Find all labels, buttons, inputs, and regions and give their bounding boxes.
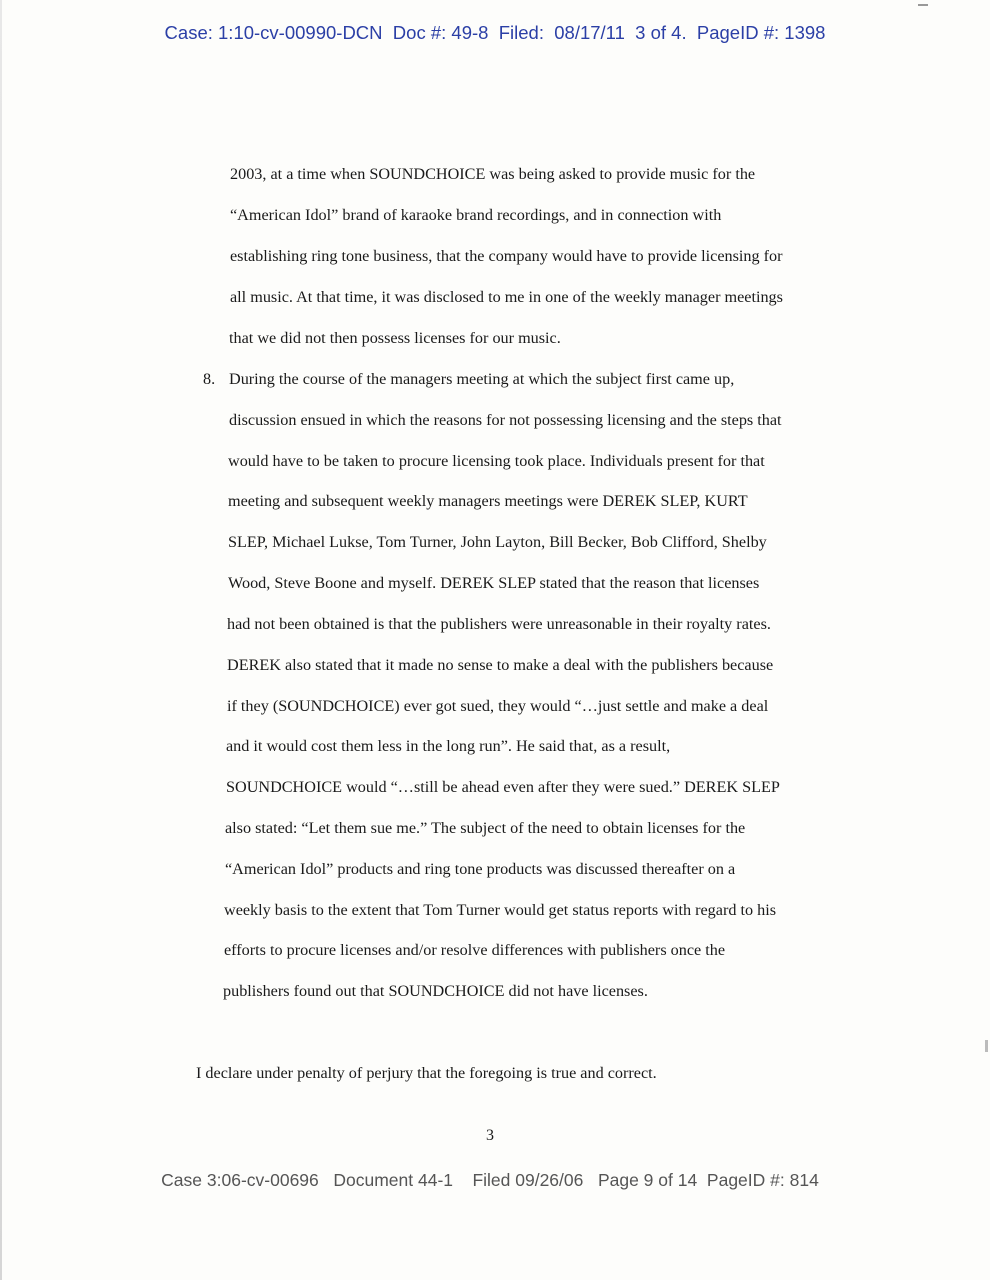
paragraph-line: SOUNDCHOICE would “…still be ahead even after they were sued.” DEREK SLEP [226,778,780,796]
paragraph-line: that we did not then possess licenses for our music. [229,329,561,347]
declaration-statement: I declare under penalty of perjury that the foregoing is true and correct. [196,1064,657,1082]
case-footer-stamp: Case 3:06-cv-00696 Document 44-1 Filed 09/26/06 Page 9 of 14 PageID #: 814 [161,1170,819,1190]
paragraph-line: had not been obtained is that the publishers were unreasonable in their royalty rates. [227,615,771,633]
paragraph-line: Wood, Steve Boone and myself. DEREK SLEP stated that the reason that licenses [228,574,760,592]
scan-artifact [985,1040,988,1052]
paragraph-line: meeting and subsequent weekly managers meetings were DEREK SLEP, KURT [228,492,748,510]
paragraph-line: DEREK also stated that it made no sense to make a deal with the publishers because [227,656,774,674]
scan-left-edge [0,0,2,1280]
paragraph-line: and it would cost them less in the long run”. He said that, as a result, [226,737,671,755]
scan-artifact [918,4,928,6]
paragraph-line: establishing ring tone business, that the company would have to provide licensing for [230,247,783,265]
page-number: 3 [486,1127,494,1144]
paragraph-line: weekly basis to the extent that Tom Turner would get status reports with regard to his [224,901,777,919]
paragraph-line: “American Idol” brand of karaoke brand recordings, and in connection with [230,206,722,224]
paragraph-line: 2003, at a time when SOUNDCHOICE was being asked to provide music for the [230,165,756,183]
paragraph-line: if they (SOUNDCHOICE) ever got sued, they would “…just settle and make a deal [227,697,769,715]
paragraph-line: publishers found out that SOUNDCHOICE did not have licenses. [223,982,648,1000]
paragraph-line: efforts to procure licenses and/or resolve differences with publishers once the [224,941,726,959]
case-header-stamp: Case: 1:10-cv-00990-DCN Doc #: 49-8 Filed: 08/17/11 3 of 4. PageID #: 1398 [164,22,826,43]
paragraph-line: all music. At that time, it was disclosed to me in one of the weekly manager meetings [230,288,783,306]
paragraph-line: discussion ensued in which the reasons for not possessing licensing and the steps that [229,411,782,429]
paragraph-line: also stated: “Let them sue me.” The subject of the need to obtain licenses for the [225,819,746,837]
paragraph-number: 8. [203,370,216,388]
paragraph-line: “American Idol” products and ring tone products was discussed thereafter on a [225,860,736,878]
paragraph-line: During the course of the managers meeting at which the subject first came up, [229,370,735,388]
paragraph-line: SLEP, Michael Lukse, Tom Turner, John Layton, Bill Becker, Bob Clifford, Shelby [228,533,767,551]
paragraph-line: would have to be taken to procure licensing took place. Individuals present for that [228,452,765,470]
